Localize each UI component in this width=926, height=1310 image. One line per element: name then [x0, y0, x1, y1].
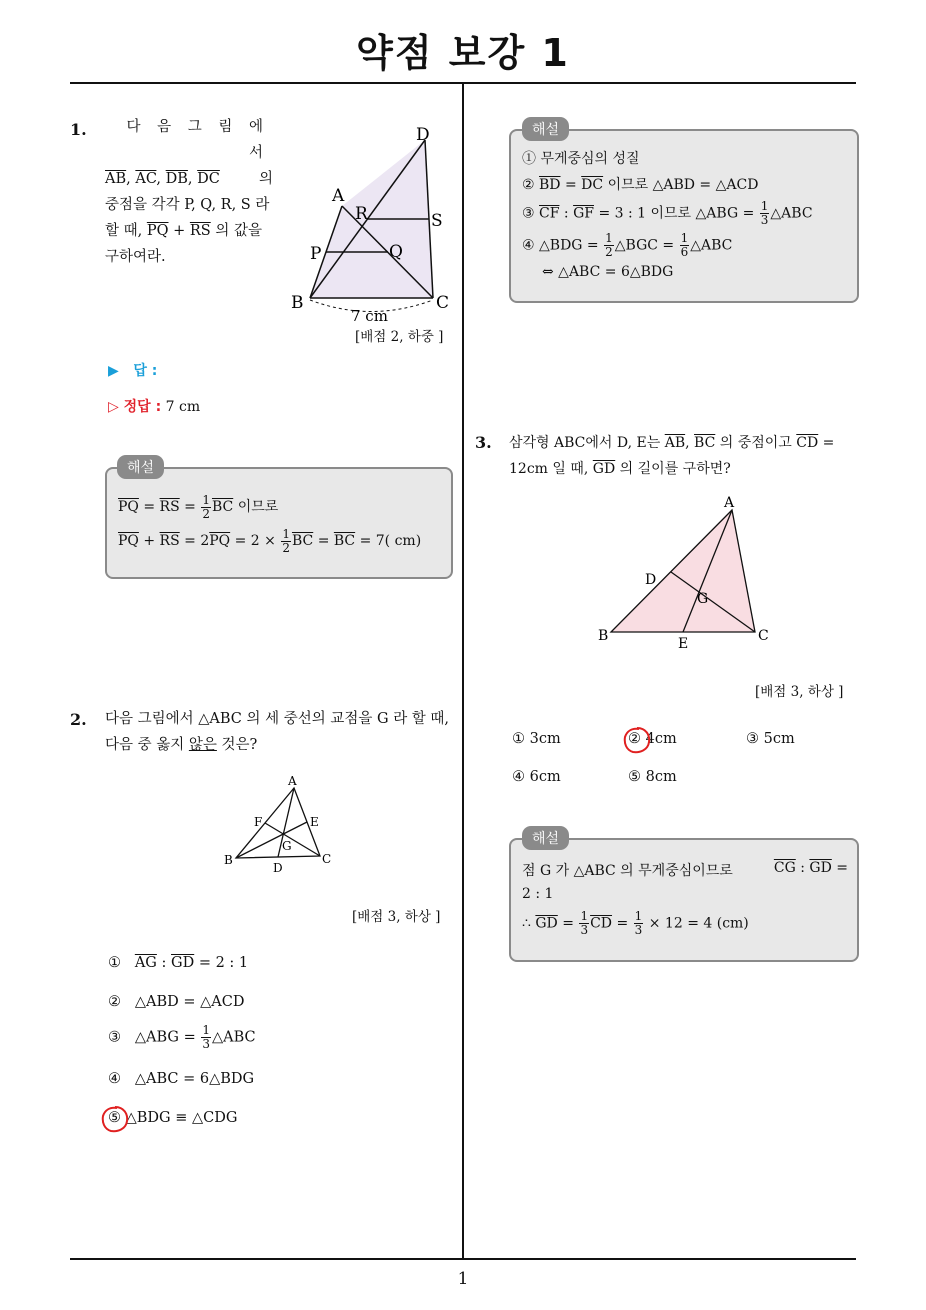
q1-explain-text [118, 490, 421, 558]
frac-num: 1 [202, 1023, 210, 1037]
q2e-l3e: △ABC [770, 205, 813, 222]
q3e-line1 [522, 860, 848, 886]
q1-explain-line2 [118, 524, 421, 558]
e1-eq2: = [184, 499, 196, 515]
fraction-sixth [680, 232, 690, 259]
label-c: C [322, 852, 332, 866]
seg-ac: $\overline{AC}$ [135, 171, 157, 187]
e2-bc: $\overline{BC}$ [291, 533, 314, 549]
label-a: A [724, 495, 735, 511]
q2e-line2 [522, 174, 813, 200]
q1-line4 [105, 218, 273, 244]
label-s: S [431, 211, 443, 231]
q2e-line4 [522, 232, 813, 264]
triangle-abc [236, 788, 320, 858]
label-d: D [645, 572, 657, 588]
frac-num: 1 [580, 909, 589, 923]
q2e-mark2: ② [522, 177, 535, 193]
q2e-l4b: △BGC = [614, 237, 675, 254]
q1-score: [배점 2, 하중 ] [355, 329, 444, 345]
red-circle-mark-icon [100, 1104, 130, 1134]
column-divider [462, 84, 464, 1260]
q1-explain-line1 [118, 490, 421, 524]
q3e-result: × 12 = 4 (cm) [648, 915, 749, 932]
e2-eq: = 2 [184, 533, 210, 549]
plus: + [173, 223, 186, 239]
q1-text [105, 114, 273, 270]
fraction-third [760, 200, 770, 227]
o1-ratio: = 2 : 1 [198, 955, 249, 971]
red-circle-mark-icon [622, 725, 652, 755]
frac-num: 1 [202, 492, 210, 507]
triangle-fill [611, 510, 755, 632]
label-c: C [436, 293, 450, 313]
q3e-eq: = [836, 860, 848, 876]
q2-option-5[interactable] [108, 1110, 237, 1126]
q3-cd: $\overline{CD}$ [796, 435, 819, 451]
q2-line1: 다음 그림에서 △ABC 의 세 중선의 교점을 G 라 할 때, [105, 711, 450, 727]
label-a: A [288, 774, 297, 788]
option-mark: ③ [108, 1029, 121, 1046]
q3-option-3[interactable]: ③ 5cm [746, 731, 795, 747]
answer-label: 답 : [133, 363, 158, 379]
q3-bc: $\overline{BC}$ [694, 435, 716, 451]
label-e: E [310, 815, 319, 829]
label-b: B [291, 293, 304, 313]
q3-line2 [509, 456, 859, 482]
e1-rs: $\overline{RS}$ [159, 499, 180, 515]
frac-den: 3 [760, 213, 769, 227]
label-f: F [254, 815, 263, 829]
q3-line1 [509, 430, 859, 456]
correct-value: 7 cm [165, 399, 201, 415]
q3e-colon: : [800, 860, 805, 876]
e2-pq2: $\overline{PQ}$ [209, 533, 231, 549]
e2-pq: $\overline{PQ}$ [118, 533, 139, 549]
e1-post: 이므로 [237, 499, 279, 515]
frac-den: 3 [202, 1037, 210, 1051]
q2e-mark3: ③ [522, 205, 535, 222]
q2-text [105, 706, 455, 758]
question-number: 2. [70, 710, 87, 729]
label-r: R [355, 204, 368, 224]
frac-den: 3 [580, 923, 589, 937]
q3e-gd2: $\overline{GD}$ [535, 915, 558, 932]
e1-bc: $\overline{BC}$ [211, 499, 234, 515]
o5-text: △BDG ≡ △CDG [125, 1110, 238, 1126]
o5-mark: ⑤ [108, 1110, 121, 1126]
e2-result: = 7( cm) [359, 533, 422, 549]
q2e-line1: ① 무게중심의 성질 [522, 151, 640, 167]
fraction-third [634, 910, 644, 937]
q2-option-4[interactable] [108, 1071, 254, 1087]
q3e-eq2: = [562, 915, 574, 932]
q2-line2-pre: 다음 중 옳지 [105, 737, 185, 753]
q2-option-1[interactable] [108, 955, 248, 971]
q2e-dc: $\overline{DC}$ [581, 177, 604, 193]
label-dim: 7 cm [351, 307, 388, 325]
q3-eq: = [822, 435, 835, 451]
q2e-eq: = [564, 177, 577, 193]
option-mark [108, 1110, 126, 1126]
q1-line3: 중점을 각각 P, Q, R, S 라 [105, 197, 270, 213]
e2-bc2: $\overline{BC}$ [333, 533, 356, 549]
q3e-l1a: 점 G 가 △ABC 의 무게중심이므로 [522, 863, 733, 879]
fraction-half [281, 528, 291, 555]
q1-line4a: 할 때, [105, 223, 143, 239]
q3e-gd: $\overline{GD}$ [809, 860, 832, 876]
e1-eq: = [143, 499, 156, 515]
frac-num: 1 [634, 909, 643, 923]
o4-text: △ABC = 6△BDG [134, 1071, 255, 1087]
q3e-cg: $\overline{CG}$ [773, 860, 796, 876]
play-icon: ▶ [108, 363, 119, 379]
q2e-l4a: △BDG = [539, 237, 599, 254]
fraction-third [201, 1024, 211, 1051]
page-title: 약점 보강 1 [356, 31, 570, 75]
q2-figure [218, 770, 338, 880]
q1-line2: $\overline{AB}$, $\overline{AC}$, $\overline{DB}$, $\overline{DC}$ 의 [105, 166, 273, 192]
q3-l2-pre: 12cm 일 때, [509, 461, 589, 477]
seg-dc: $\overline{DC}$ [197, 171, 220, 187]
label-d: D [416, 125, 430, 145]
q2e-line3 [522, 200, 813, 232]
q3-ab: $\overline{AB}$ [664, 435, 686, 451]
q3-option-5[interactable]: ⑤ 8cm [628, 769, 677, 785]
e1-pq: $\overline{PQ}$ [118, 499, 139, 515]
answer-row [108, 360, 157, 380]
fraction-half [201, 494, 211, 521]
frac-num: 1 [605, 231, 613, 245]
frac-den: 6 [680, 245, 689, 259]
q3e-cd: $\overline{CD}$ [590, 915, 613, 932]
q3-option-2[interactable] [628, 731, 677, 747]
q2e-cf: $\overline{CF}$ [539, 205, 560, 222]
label-p: P [310, 244, 322, 264]
q2e-bd: $\overline{BD}$ [539, 177, 561, 193]
q2-option-2[interactable] [108, 994, 244, 1010]
q3-l1-pre: 삼각형 ABC에서 D, E는 [509, 435, 661, 451]
o2-text: ② 4cm [628, 731, 677, 747]
q3-figure [595, 492, 775, 652]
seg-rs: $\overline{RS}$ [189, 223, 211, 239]
label-d: D [273, 861, 283, 875]
e2-eq2: = [317, 533, 330, 549]
frac-den: 2 [202, 506, 210, 521]
fraction-third [579, 910, 589, 937]
q3e-line2: 2 : 1 [522, 886, 554, 902]
label-e: E [678, 636, 689, 652]
q3-text [509, 430, 859, 482]
q1-line5: 구하여라. [105, 249, 166, 265]
q2-score: [배점 3, 하상 ] [352, 909, 441, 925]
question-number: 3. [475, 433, 492, 452]
option-mark: ④ [108, 1071, 121, 1087]
frac-num: 1 [680, 231, 689, 245]
q3-explain-text [522, 860, 848, 940]
correct-label: ▷ 정답 : [108, 399, 162, 415]
o1-colon: : [161, 955, 167, 971]
q2e-gf: $\overline{GF}$ [573, 205, 594, 222]
frac-num: 1 [282, 526, 290, 541]
q2-line2 [105, 732, 455, 758]
option-mark: ② [108, 994, 121, 1010]
frac-num: 1 [760, 199, 769, 213]
o3-b: △ABC [211, 1029, 256, 1046]
label-g: G [697, 591, 709, 607]
e2-rs: $\overline{RS}$ [159, 533, 180, 549]
e2-plus: + [143, 533, 156, 549]
seg-pq: $\overline{PQ}$ [146, 223, 169, 239]
seg-db: $\overline{DB}$ [165, 171, 188, 187]
frac-den: 2 [282, 540, 290, 555]
q1-line4b: 의 값을 [215, 223, 262, 239]
seg-ab: $\overline{AB}$ [105, 171, 127, 187]
frac-den: 3 [634, 923, 643, 937]
q2e-line5: ⇔ △ABC = 6△BDG [542, 264, 674, 280]
label-c: C [758, 628, 769, 644]
q2e-l4c: △ABC [690, 237, 733, 254]
q2e-l2d: 이므로 △ABD = △ACD [607, 177, 759, 193]
q3e-eq3: = [616, 915, 629, 932]
label-q: Q [389, 242, 403, 262]
q1-figure [285, 118, 460, 328]
question-number: 1. [70, 120, 87, 139]
q2e-colon: : [563, 205, 569, 222]
frac-den: 2 [605, 245, 613, 259]
q3-score: [배점 3, 하상 ] [755, 684, 844, 700]
q1-of: 의 [258, 171, 273, 187]
q3-l2-post: 의 길이를 구하면? [619, 461, 731, 477]
label-a: A [332, 186, 345, 206]
q3-gd: $\overline{GD}$ [592, 461, 616, 477]
q2-explain-text [522, 148, 813, 290]
q2-line2-post: 것은? [221, 737, 258, 753]
q3-explain-tag: 해설 [522, 826, 569, 850]
q3e-line3 [522, 910, 848, 940]
option-mark: ① [108, 955, 121, 971]
o2-text: △ABD = △ACD [134, 994, 245, 1010]
q3e-therefore: ∴ [522, 915, 531, 932]
q3-option-4[interactable]: ④ 6cm [512, 769, 561, 785]
e2-times: = 2 × [234, 533, 276, 549]
q1-line1: 다 음 그 림 에 서 [126, 119, 269, 161]
o1-gd: $\overline{GD}$ [171, 955, 195, 971]
q1-explain-tag: 해설 [117, 455, 164, 479]
page-number: 1 [457, 1269, 469, 1289]
o1-ag: $\overline{AG}$ [134, 955, 157, 971]
label-b: B [224, 853, 233, 867]
fraction-half [604, 232, 614, 259]
q2-option-3[interactable] [108, 1024, 256, 1051]
q3-comma: , [685, 435, 690, 451]
q3-l1-mid: 의 중점이고 [719, 435, 792, 451]
q2e-l3d: = 3 : 1 이므로 △ABG = [598, 205, 755, 222]
o3-a: △ABG = [134, 1029, 196, 1046]
correct-row [108, 396, 200, 416]
label-g: G [282, 839, 292, 853]
label-b: B [598, 628, 609, 644]
q2-explain-tag: 해설 [522, 117, 569, 141]
q2-line2-underline: 않은 [188, 737, 217, 753]
q3-option-1[interactable]: ① 3cm [512, 731, 561, 747]
q2e-mark4: ④ [522, 237, 535, 254]
footer-rule [70, 1258, 856, 1260]
